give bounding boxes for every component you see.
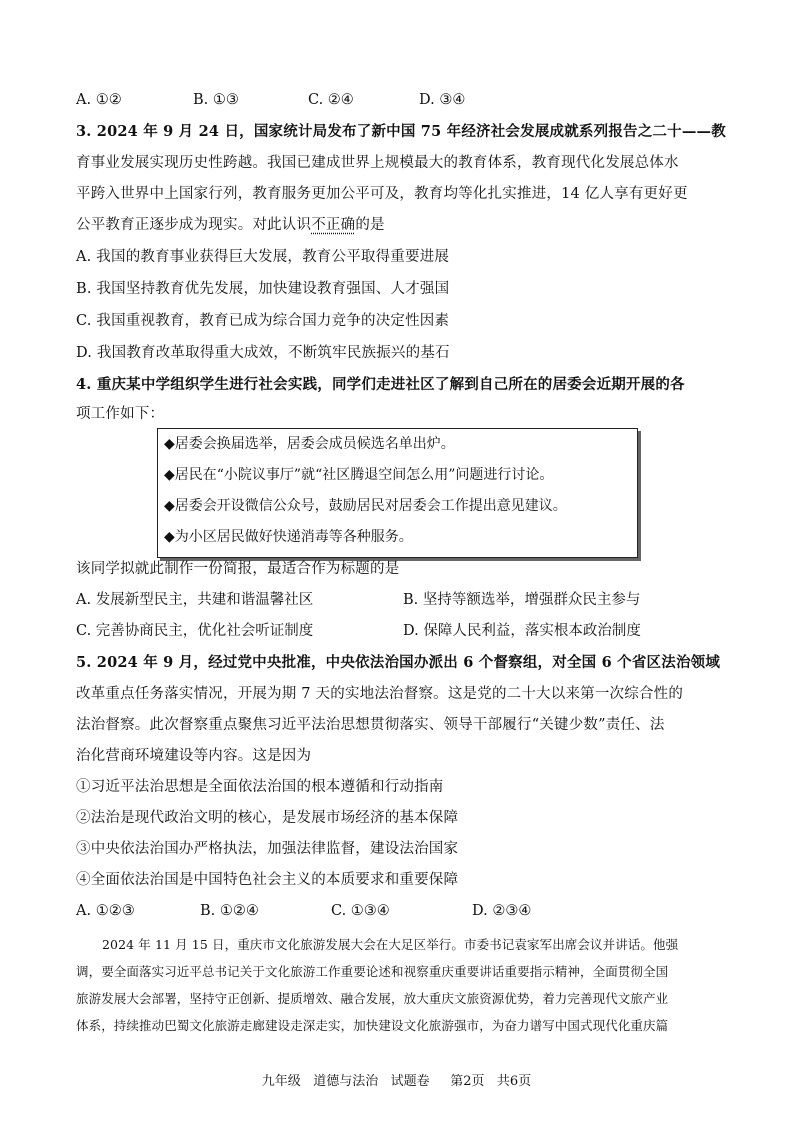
q4-box-item-4: ◆为小区居民做好快递消毒等各种服务。	[164, 529, 413, 545]
q4-option-d: D. 保障人民利益，落实根本政治制度	[403, 623, 641, 639]
q5-stem-line-1: 5. 2024 年 9 月，经过党中央批准，中央依法治国办派出 6 个督察组，对全国 6 个省区法治领域	[76, 654, 721, 671]
q4-activity-box	[157, 428, 638, 558]
q3-emphasis-text: 不正确	[311, 217, 356, 233]
q5-statement-3: ③中央依法治国办严格执法，加强法律监督，建设法治国家	[76, 841, 459, 857]
q5-statement-2: ②法治是现代政治文明的核心，是发展市场经济的基本保障	[76, 810, 459, 826]
q4-question: 该同学拟就此制作一份简报，最适合作为标题的是	[76, 561, 400, 577]
q4-option-a: A. 发展新型民主，共建和谐温馨社区	[76, 592, 314, 608]
q4-box-item-3: ◆居委会开设微信公众号，鼓励居民对居委会工作提出意见建议。	[164, 498, 567, 514]
q5-stem-line-4: 治化营商环境建设等内容。这是因为	[76, 748, 312, 764]
material-line-2: 调，要全面落实习近平总书记关于文化旅游工作重要论述和视察重庆重要讲话重要指示精神，全面贯彻全国	[76, 964, 669, 979]
q3-option-d: D. 我国教育改革取得重大成效，不断筑牢民族振兴的基石	[76, 345, 450, 361]
q5-option-d: D. ②③④	[472, 903, 532, 919]
q3-stem-prefix: 公平教育正逐步成为现实。对此认识	[76, 217, 312, 233]
q3-option-b: B. 我国坚持教育优先发展，加快建设教育强国、人才强国	[76, 281, 450, 297]
q3-option-c: C. 我国重视教育，教育已成为综合国力竞争的决定性因素	[76, 313, 450, 329]
q3-stem-line-3: 平跨入世界中上国家行列，教育服务更加公平可及，教育均等化扎实推进，14 亿人享有更好更	[76, 186, 688, 202]
q4-box-item-1: ◆居委会换届选举，居委会成员候选名单出炉。	[164, 436, 455, 452]
q5-stem-line-2: 改革重点任务落实情况，开展为期 7 天的实地法治督察。这是党的二十大以来第一次综合性的	[76, 686, 684, 702]
q2-option-b: B. ①③	[193, 92, 239, 108]
q2-option-c: C. ②④	[308, 92, 354, 108]
q3-stem-suffix: 的是	[355, 217, 385, 233]
q3-stem-line-4	[76, 215, 726, 235]
q5-option-b: B. ①②④	[200, 903, 259, 919]
q2-option-a: A. ①②	[76, 92, 122, 108]
q3-stem-line-2: 育事业发展实现历史性跨越。我国已建成世界上规模最大的教育体系，教育现代化发展总体水	[76, 155, 679, 171]
q2-option-d: D. ③④	[419, 92, 466, 108]
q4-option-b: B. 坚持等额选举，增强群众民主参与	[403, 592, 641, 608]
q5-stem-line-3: 法治督察。此次督察重点聚焦习近平法治思想贯彻落实、领导干部履行“关键少数”责任、法	[76, 717, 665, 733]
q4-stem-line-1: 4. 重庆某中学组织学生进行社会实践，同学们走进社区了解到自己所在的居委会近期开展的各	[76, 376, 685, 393]
q5-statement-1: ①习近平法治思想是全面依法治国的根本遵循和行动指南	[76, 779, 444, 795]
q3-emphasis	[311, 217, 355, 233]
q4-stem-line-2: 项工作如下：	[76, 406, 165, 422]
q5-statement-4: ④全面依法治国是中国特色社会主义的本质要求和重要保障	[76, 872, 459, 888]
q3-option-a: A. 我国的教育事业获得巨大发展，教育公平取得重要进展	[76, 249, 450, 265]
q4-box-item-2: ◆居民在“小院议事厅”就“社区腾退空间怎么用”问题进行讨论。	[164, 467, 554, 483]
q4-option-c: C. 完善协商民主，优化社会听证制度	[76, 623, 314, 639]
q5-option-c: C. ①③④	[331, 903, 390, 919]
q3-stem-line-1: 3. 2024 年 9 月 24 日，国家统计局发布了新中国 75 年经济社会发展成就系列报告之二十——教	[76, 123, 726, 140]
q5-option-a: A. ①②③	[76, 903, 135, 919]
material-line-3: 旅游发展大会部署，坚持守正创新、提质增效、融合发展，放大重庆文旅资源优势，着力完善现代文旅产业	[76, 991, 669, 1006]
material-line-4: 体系，持续推动巴蜀文化旅游走廊建设走深走实，加快建设文化旅游强市，为奋力谱写中国式现代化重庆篇	[76, 1018, 669, 1033]
material-line-1: 2024 年 11 月 15 日，重庆市文化旅游发展大会在大足区举行。市委书记袁家军出席会议并讲话。他强	[102, 937, 679, 952]
page-footer: 九年级 道德与法治 试题卷 第2页 共6页	[261, 1074, 532, 1089]
